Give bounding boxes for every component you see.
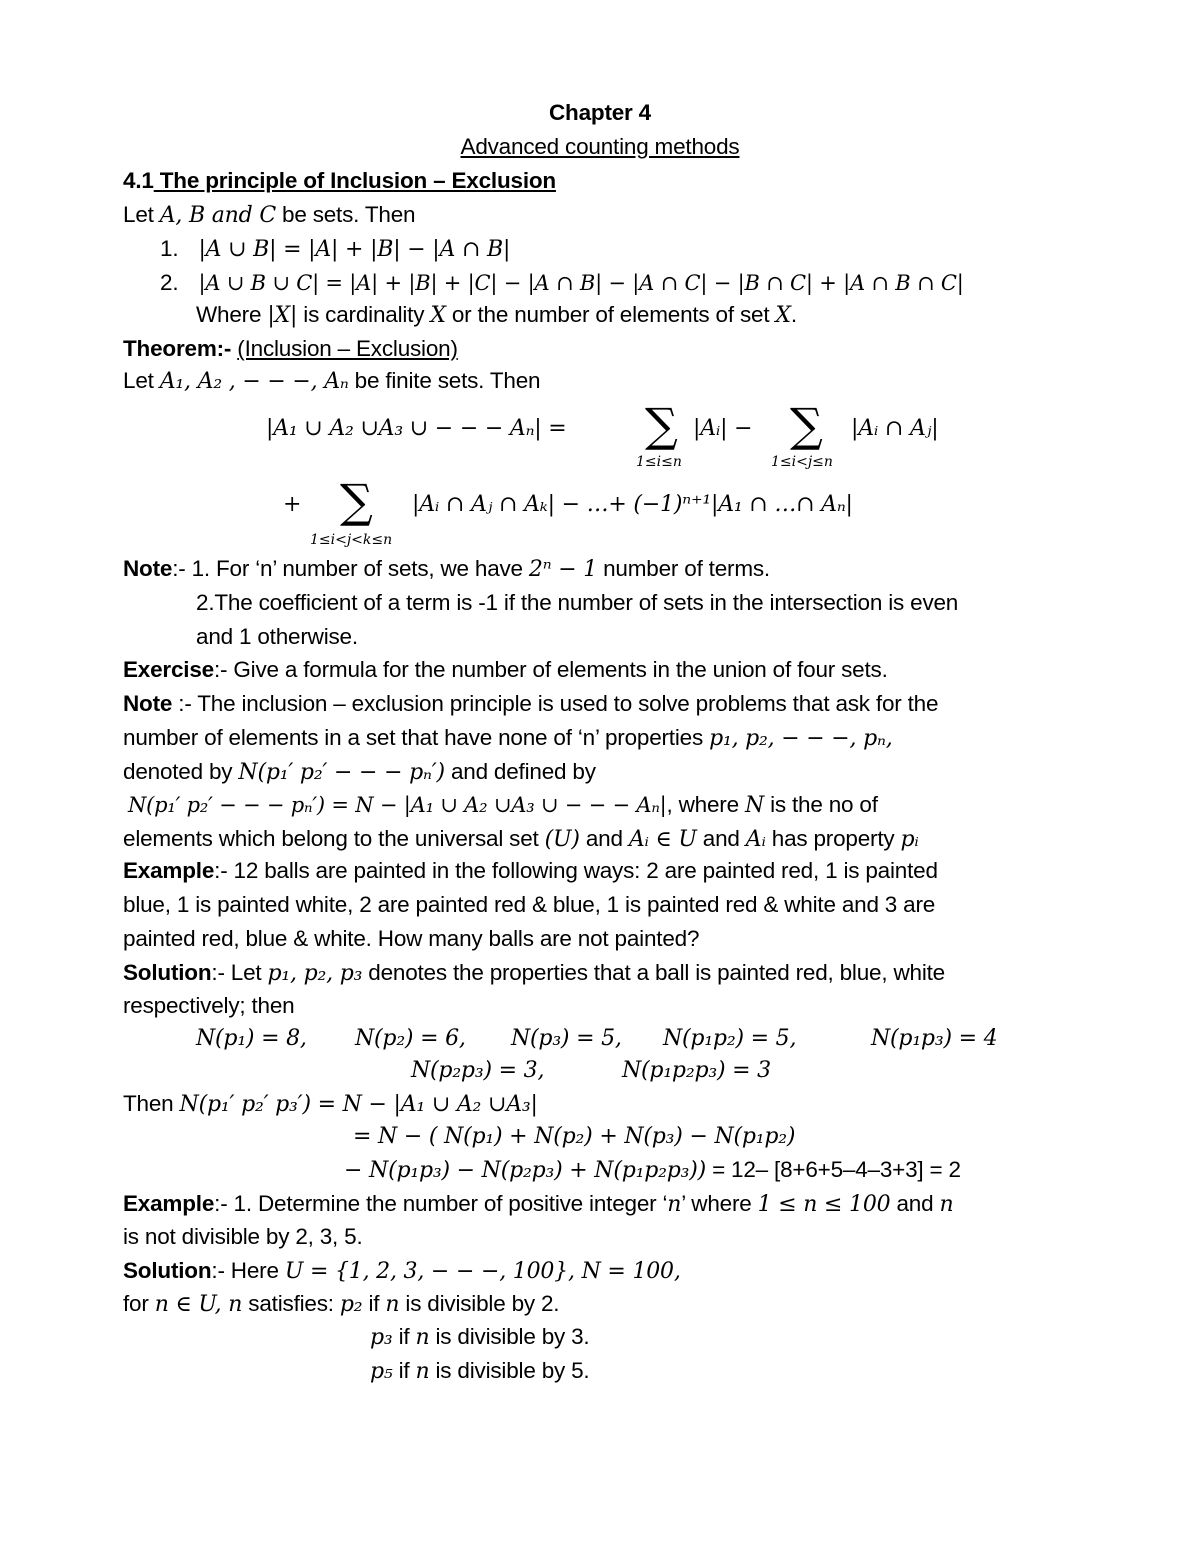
exercise <box>123 655 888 685</box>
math: X <box>775 303 791 328</box>
text: and <box>696 826 746 851</box>
summation-sign-2: ∑ <box>790 398 823 452</box>
math: N(p₁′ p₂′ − − − pₙ′) <box>238 760 445 785</box>
count-p1p2: N(p₁p₂) = 5, <box>663 1026 797 1051</box>
expansion-line-2 <box>344 1155 961 1186</box>
note-label: Note <box>123 556 173 581</box>
text: Let <box>123 202 160 227</box>
math: |X| <box>267 303 298 328</box>
text: :- Here <box>211 1258 285 1283</box>
text: be finite sets. Then <box>348 368 541 393</box>
text: :- Give a formula for the number of elements in the union of four sets. <box>213 657 888 682</box>
text: if <box>362 1291 386 1316</box>
math: pᵢ <box>900 827 919 852</box>
math: Aᵢ ∈ U <box>628 827 697 852</box>
result: = 12– [8+6+5–4–3+3] = 2 <box>706 1157 961 1182</box>
summation-limit-2: 1≤i<j≤n <box>771 454 833 470</box>
theorem-term-1: |Aᵢ| − <box>693 416 753 441</box>
math: Aᵢ <box>745 827 766 852</box>
theorem-heading <box>123 334 458 364</box>
note-terms <box>123 554 770 585</box>
text: is divisible by 5. <box>429 1358 590 1383</box>
text: be sets. Then <box>275 202 416 227</box>
solution-1-line-1 <box>123 958 945 989</box>
math: p₅ <box>370 1359 393 1384</box>
math: n <box>667 1192 682 1217</box>
solution-2-line-4 <box>370 1356 589 1387</box>
theorem-lhs: |A₁ ∪ A₂ ∪A₃ ∪ − − − Aₙ| = <box>266 416 567 441</box>
solution-label: Solution <box>123 1258 212 1283</box>
math: p₃ <box>370 1325 393 1350</box>
solution-1-line-2: respectively; then <box>123 993 295 1018</box>
text: :- 1. Determine the number of positive integer ‘ <box>214 1191 668 1216</box>
text: number of terms. <box>597 556 770 581</box>
text: satisfies: <box>242 1291 340 1316</box>
note-label: Note <box>123 691 179 716</box>
text: . <box>790 302 797 327</box>
exercise-label: Exercise <box>123 657 214 682</box>
theorem-label: Theorem:- <box>123 336 232 361</box>
text: denoted by <box>123 759 239 784</box>
text: is cardinality <box>297 302 431 327</box>
text: is divisible by 2. <box>399 1291 560 1316</box>
math: n <box>415 1325 430 1350</box>
math: 2ⁿ − 1 <box>528 557 598 582</box>
example-label: Example <box>123 858 215 883</box>
example-2-line-2: is not divisible by 2, 3, 5. <box>123 1224 363 1249</box>
math: X <box>430 303 446 328</box>
text: if <box>392 1358 416 1383</box>
text: :- The inclusion – exclusion principle is used to solve problems that ask for the <box>178 691 939 716</box>
solution-2-line-1 <box>123 1256 681 1287</box>
text: Then <box>123 1091 180 1116</box>
list-item-2 <box>160 268 964 298</box>
text: if <box>392 1324 416 1349</box>
note-principle-line-1 <box>123 689 938 719</box>
math: A₁, A₂ , − − −, Aₙ <box>159 369 349 394</box>
plus-sign: + <box>283 492 302 517</box>
text: number of elements in a set that have none of ‘n’ properties <box>123 725 710 750</box>
formula-union-three: |A ∪ B ∪ C| = |A| + |B| + |C| − |A ∩ B| − |A ∩ C| − |B ∩ C| + |A ∩ B ∩ C| <box>198 271 964 295</box>
note-principle-line-5 <box>123 824 919 855</box>
section-number: 4.1 <box>123 168 154 193</box>
math: p₁, p₂, − − −, pₙ, <box>709 726 893 751</box>
count-p1p2p3: N(p₁p₂p₃) = 3 <box>622 1058 771 1083</box>
theorem-let-line <box>123 366 540 397</box>
example-1-line-3: painted red, blue & white. How many balls are not painted? <box>123 926 700 951</box>
where-line <box>196 300 797 331</box>
math: 1 ≤ n ≤ 100 <box>757 1192 891 1217</box>
text: has property <box>765 826 901 851</box>
section-title: The principle of Inclusion – Exclusion <box>153 168 556 193</box>
theorem-term-2: |Aᵢ ∩ Aⱼ| <box>851 416 939 441</box>
math: A, B and C <box>159 203 276 228</box>
list-number: 2. <box>160 270 179 295</box>
math: − N(p₁p₃) − N(p₂p₃) + N(p₁p₂p₃)) <box>344 1158 707 1183</box>
section-heading <box>123 166 556 196</box>
solution-label: Solution <box>123 960 212 985</box>
math: U = {1, 2, 3, − − −, 100}, N = 100, <box>284 1259 681 1284</box>
text: elements which belong to the universal set <box>123 826 545 851</box>
math: n <box>939 1192 954 1217</box>
expansion-line-1: = N − ( N(p₁) + N(p₂) + N(p₃) − N(p₁p₂) <box>353 1124 796 1149</box>
summation-sign-1: ∑ <box>645 398 678 452</box>
chapter-title: Advanced counting methods <box>460 134 740 159</box>
text: :- Let <box>211 960 268 985</box>
theorem-name: (Inclusion – Exclusion) <box>237 336 458 361</box>
text: denotes the properties that a ball is painted red, blue, white <box>362 960 945 985</box>
count-p3: N(p₃) = 5, <box>511 1026 622 1051</box>
summation-sign-3: ∑ <box>340 474 373 528</box>
intro-line <box>123 200 415 231</box>
text: and defined by <box>444 759 596 784</box>
note-principle-line-3 <box>123 757 596 788</box>
then-line <box>123 1089 538 1120</box>
formula-union-two: |A ∪ B| = |A| + |B| − |A ∩ B| <box>198 237 511 262</box>
note-coefficient-cont: and 1 otherwise. <box>196 624 358 649</box>
note-coefficient: 2.The coefficient of a term is -1 if the number of sets in the intersection is even <box>196 590 959 615</box>
text: :- 12 balls are painted in the following ways: 2 are painted red, 1 is painted <box>214 858 938 883</box>
math: n ∈ U, n <box>154 1292 243 1317</box>
note-principle-line-4 <box>128 790 878 821</box>
count-p1p3: N(p₁p₃) = 4 <box>871 1026 998 1051</box>
text: and <box>579 826 629 851</box>
math: p₁, p₂, p₃ <box>267 961 363 986</box>
example-label: Example <box>123 1191 215 1216</box>
solution-2-line-2 <box>123 1289 559 1320</box>
chapter-label: Chapter 4 <box>549 100 651 125</box>
math: N(p₁′ p₂′ p₃′) = N − |A₁ ∪ A₂ ∪A₃| <box>179 1092 538 1117</box>
text: or the number of elements of set <box>445 302 776 327</box>
example-1-line-1 <box>123 856 938 886</box>
math: p₂ <box>339 1292 363 1317</box>
text: for <box>123 1291 155 1316</box>
summation-limit-3: 1≤i<j<k≤n <box>310 532 393 548</box>
theorem-term-3: |Aᵢ ∩ Aⱼ ∩ Aₖ| − …+ (−1)ⁿ⁺¹|A₁ ∩ …∩ Aₙ| <box>412 492 853 517</box>
text: ’ where <box>681 1191 758 1216</box>
math: N(p₁′ p₂′ − − − pₙ′) = N − |A₁ ∪ A₂ ∪A₃ ∪ − − − Aₙ| <box>128 793 667 817</box>
text: :- 1. For ‘n’ number of sets, we have <box>172 556 529 581</box>
note-principle-line-2 <box>123 723 893 754</box>
math: (U) <box>544 827 580 852</box>
count-p2: N(p₂) = 6, <box>355 1026 466 1051</box>
example-1-line-2: blue, 1 is painted white, 2 are painted red & blue, 1 is painted red & white and 3 are <box>123 892 936 917</box>
example-2-line-1 <box>123 1189 953 1220</box>
text: , where <box>666 792 745 817</box>
math: n <box>385 1292 400 1317</box>
math: n <box>415 1359 430 1384</box>
text: and <box>890 1191 940 1216</box>
summation-limit-1: 1≤i≤n <box>636 454 682 470</box>
text: is divisible by 3. <box>429 1324 590 1349</box>
solution-2-line-3 <box>370 1322 589 1353</box>
list-number: 1. <box>160 236 179 261</box>
text: Let <box>123 368 160 393</box>
text: Where <box>196 302 268 327</box>
count-p2p3: N(p₂p₃) = 3, <box>411 1058 545 1083</box>
count-p1: N(p₁) = 8, <box>196 1026 307 1051</box>
list-item-1 <box>160 234 510 265</box>
math: N <box>744 793 765 818</box>
text: is the no of <box>764 792 878 817</box>
